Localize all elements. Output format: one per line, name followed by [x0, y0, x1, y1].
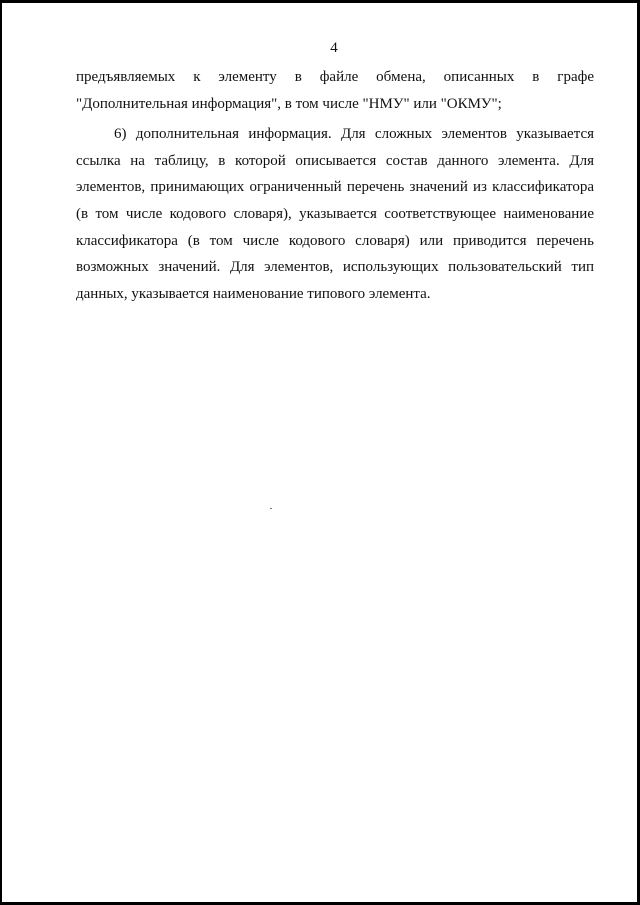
paragraph-2: [76, 121, 594, 307]
scan-speck: [270, 508, 272, 509]
document-body: [76, 64, 594, 307]
page-number: 4: [330, 40, 338, 56]
text-line: 6) дополнительная информация. Для сложных элементов указывается: [114, 126, 594, 143]
text-line: возможных значений. Для элементов, использующих пользовательский тип: [76, 259, 594, 276]
text-line: предъявляемых к элементу в файле обмена, описанных в графе: [76, 69, 594, 85]
text-line: "Дополнительная информация", в том числе "НМУ" или "ОКМУ";: [76, 95, 502, 112]
text-line: (в том числе кодового словаря), указывается соответствующее наименование: [76, 205, 594, 222]
text-line: классификатора (в том числе кодового словаря) или приводится перечень: [76, 232, 594, 249]
text-line: ссылка на таблицу, в которой описывается состав данного элемента. Для: [76, 152, 594, 169]
paragraph-1: [76, 64, 594, 117]
text-line: данных, указывается наименование типового элемента.: [76, 285, 431, 302]
text-line: элементов, принимающих ограниченный перечень значений из классификатора: [76, 179, 594, 196]
